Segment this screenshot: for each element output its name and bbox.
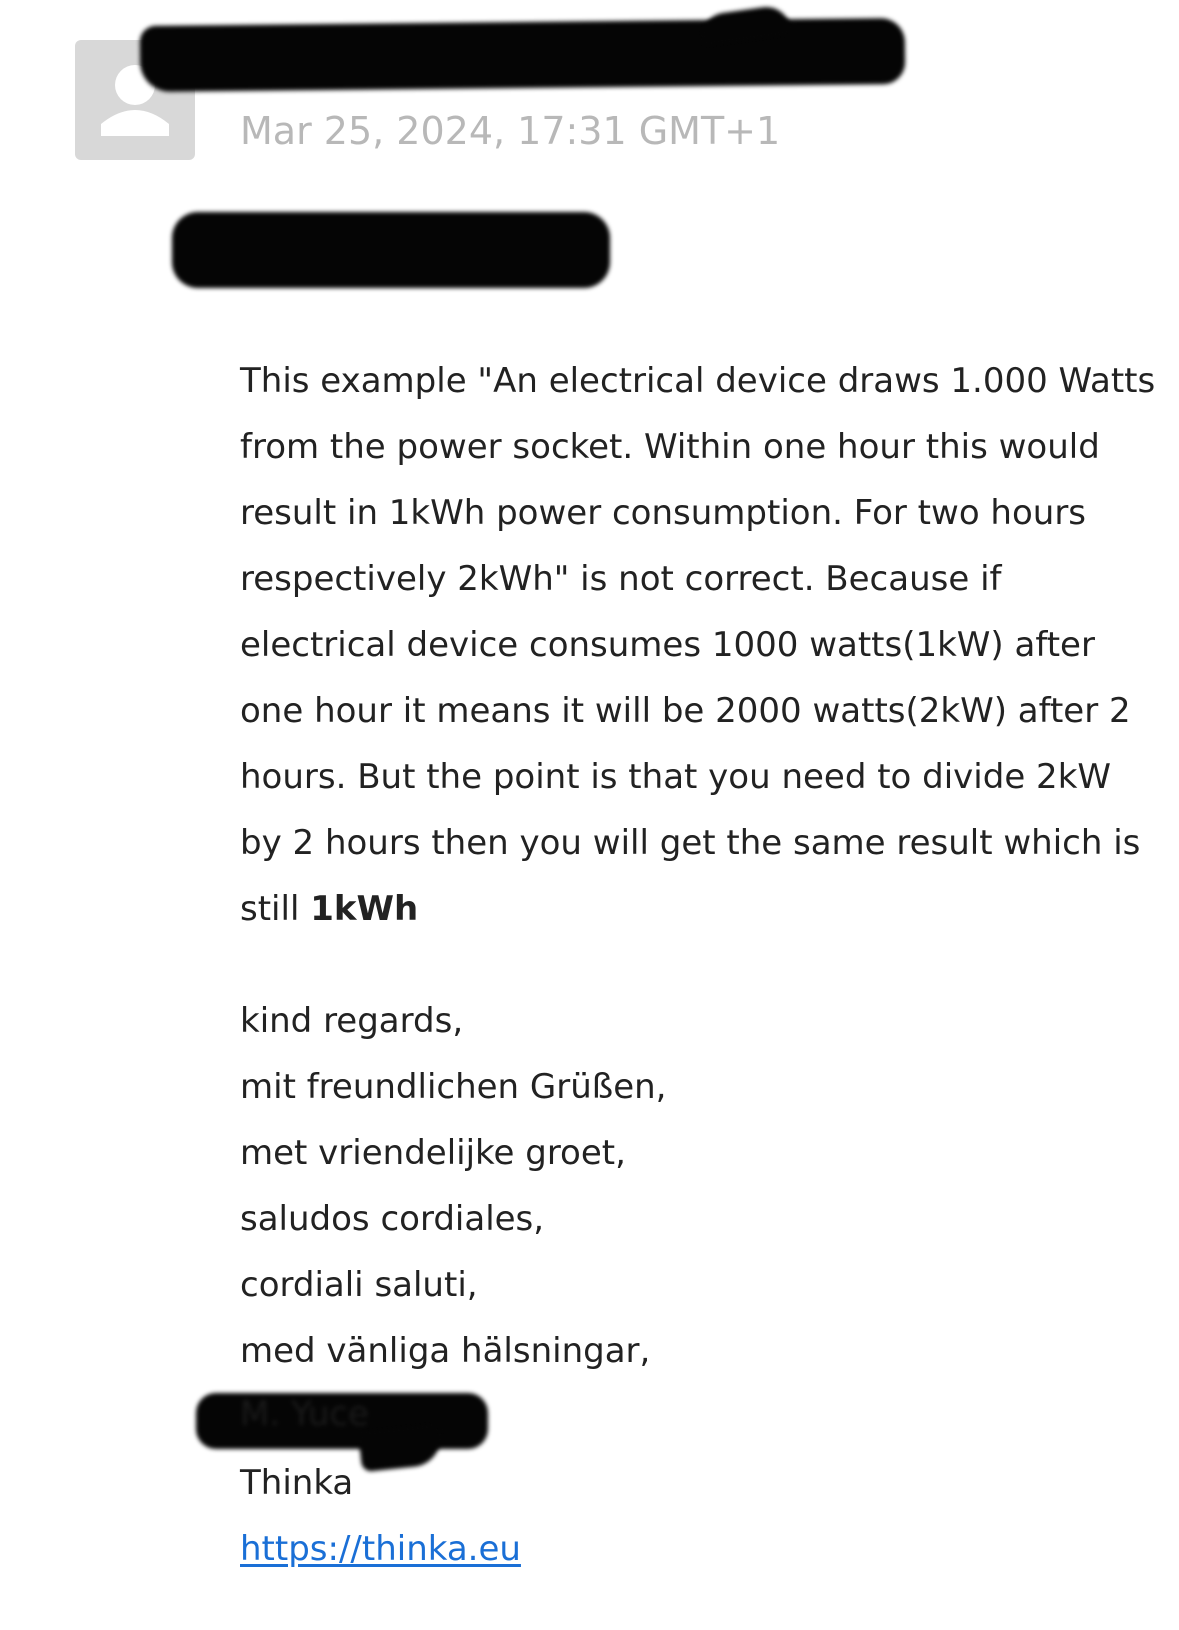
signature-line: med vänliga hälsningar, (240, 1331, 651, 1371)
signature-line: met vriendelijke groet, (240, 1133, 626, 1173)
email-body (240, 348, 1160, 942)
signature-line: kind regards, (240, 1001, 464, 1041)
redacted-signature-name: M. Yuce (196, 1393, 488, 1449)
signature-company: Thinka (240, 1463, 354, 1503)
signature-line: cordiali saluti, (240, 1265, 478, 1305)
redacted-recipient (172, 212, 610, 288)
email-body-bold: 1kWh (310, 889, 419, 929)
email-timestamp: Mar 25, 2024, 17:31 GMT+1 (240, 109, 781, 153)
signature-website-link[interactable]: https://thinka.eu (240, 1529, 521, 1569)
signature-line: saludos cordiales, (240, 1199, 545, 1239)
email-signature (240, 988, 1140, 1582)
email-body-text: This example "An electrical device draws 1.000 Watts from the power socket. Within one hour this would result in 1kWh power consumption. For two hours respectively 2kWh" is not correct. Because if electrical device consumes 1000 watts(1kW) after one hour it means it will be 2000 watts(2kW) after 2 hours. But the point is that you need to divide 2kW by 2 hours then you will get the same result which is still (240, 361, 1156, 929)
signature-line: mit freundlichen Grüßen, (240, 1067, 667, 1107)
